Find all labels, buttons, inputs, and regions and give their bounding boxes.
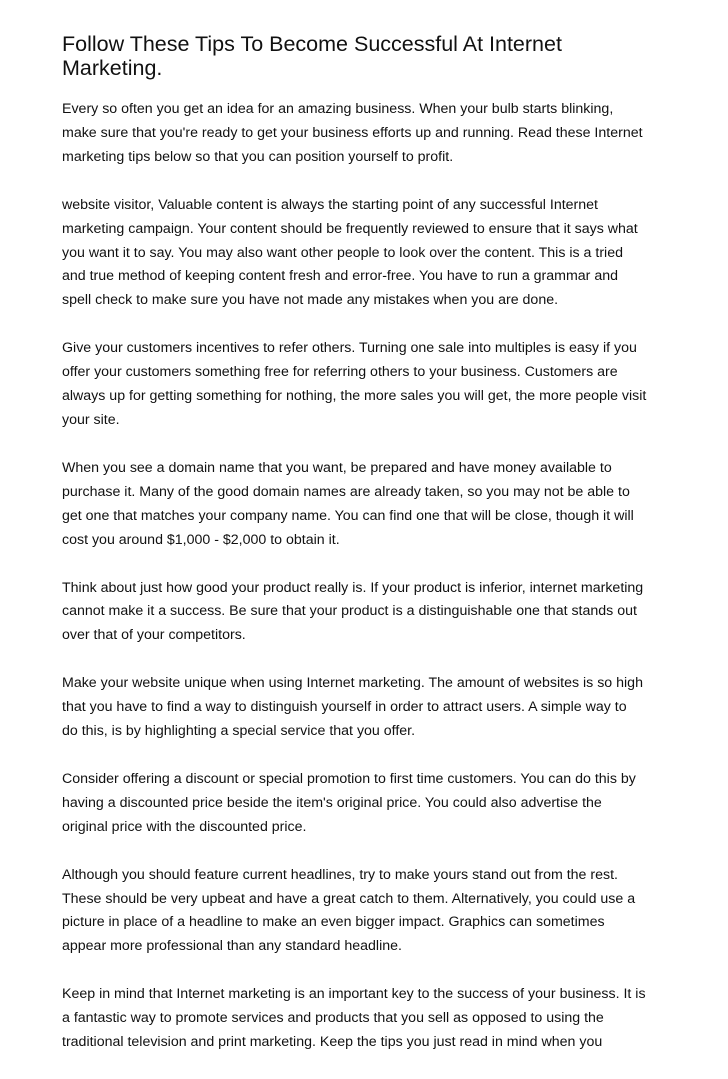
text-line: always up for getting something for nothing, the more sales you will get, the more people visit	[62, 388, 647, 405]
text-line: Consider offering a discount or special promotion to first time customers. You can do this by	[62, 770, 636, 787]
text-line: get one that matches your company name. You can find one that will be close, though it will	[62, 507, 634, 524]
text-line: appear more professional than any standard headline.	[62, 938, 402, 955]
text-line: do this, is by highlighting a special service that you offer.	[62, 723, 416, 740]
text-line: and true method of keeping content fresh and error-free. You have to run a grammar and	[62, 268, 619, 285]
text-line: having a discounted price beside the item's original price. You could also advertise the	[62, 794, 602, 811]
text-line: marketing tips below so that you can position yourself to profit.	[62, 148, 454, 165]
text-line: make sure that you're ready to get your business efforts up and running. Read these Internet	[62, 124, 643, 141]
document-page	[62, 32, 674, 1079]
text-line: Make your website unique when using Internet marketing. The amount of websites is so high	[62, 675, 643, 692]
text-line: that you have to find a way to distinguish yourself in order to attract users. A simple way to	[62, 699, 627, 716]
text-line: a fantastic way to promote services and products that you sell as opposed to using the	[62, 1010, 604, 1027]
title-line: Marketing.	[62, 56, 163, 80]
paragraph-intro	[62, 98, 674, 170]
title-line: Follow These Tips To Become Successful At Internet	[62, 32, 562, 56]
document-title	[62, 32, 674, 80]
text-line: your site.	[62, 411, 120, 428]
text-line: purchase it. Many of the good domain names are already taken, so you may not be able to	[62, 483, 630, 500]
text-line: marketing campaign. Your content should be frequently reviewed to ensure that it says what	[62, 220, 638, 237]
text-line: When you see a domain name that you want, be prepared and have money available to	[62, 459, 612, 476]
text-line: traditional television and print marketing. Keep the tips you just read in mind when you	[62, 1034, 603, 1051]
text-line: spell check to make sure you have not made any mistakes when you are done.	[62, 292, 559, 309]
text-line: you want it to say. You may also want other people to look over the content. This is a tried	[62, 244, 623, 261]
text-line: Every so often you get an idea for an amazing business. When your bulb starts blinking,	[62, 101, 614, 117]
paragraph-product	[62, 577, 674, 649]
paragraph-unique	[62, 672, 674, 744]
text-line: Think about just how good your product really is. If your product is inferior, internet marketing	[62, 579, 644, 596]
paragraph-discount	[62, 768, 674, 840]
paragraph-headlines	[62, 864, 674, 960]
text-line: These should be very upbeat and have a great catch to them. Alternatively, you could use a	[62, 890, 636, 907]
text-line: original price with the discounted price.	[62, 818, 307, 835]
text-line: website visitor, Valuable content is always the starting point of any successful Internet	[62, 196, 598, 213]
text-line: Although you should feature current headlines, try to make yours stand out from the rest.	[62, 866, 618, 883]
text-line: cost you around $1,000 - $2,000 to obtain it.	[62, 531, 340, 548]
paragraph-content	[62, 194, 674, 314]
text-line: cannot make it a success. Be sure that your product is a distinguishable one that stands out	[62, 603, 637, 620]
paragraph-domain	[62, 457, 674, 553]
text-line: Give your customers incentives to refer others. Turning one sale into multiples is easy if you	[62, 340, 637, 357]
text-line: over that of your competitors.	[62, 627, 246, 644]
text-line: picture in place of a headline to make an even bigger impact. Graphics can sometimes	[62, 914, 605, 931]
text-line: Keep in mind that Internet marketing is an important key to the success of your business. It is	[62, 986, 646, 1003]
paragraph-conclusion	[62, 983, 674, 1055]
text-line: offer your customers something free for referring others to your business. Customers are	[62, 364, 618, 381]
paragraph-referrals	[62, 337, 674, 433]
